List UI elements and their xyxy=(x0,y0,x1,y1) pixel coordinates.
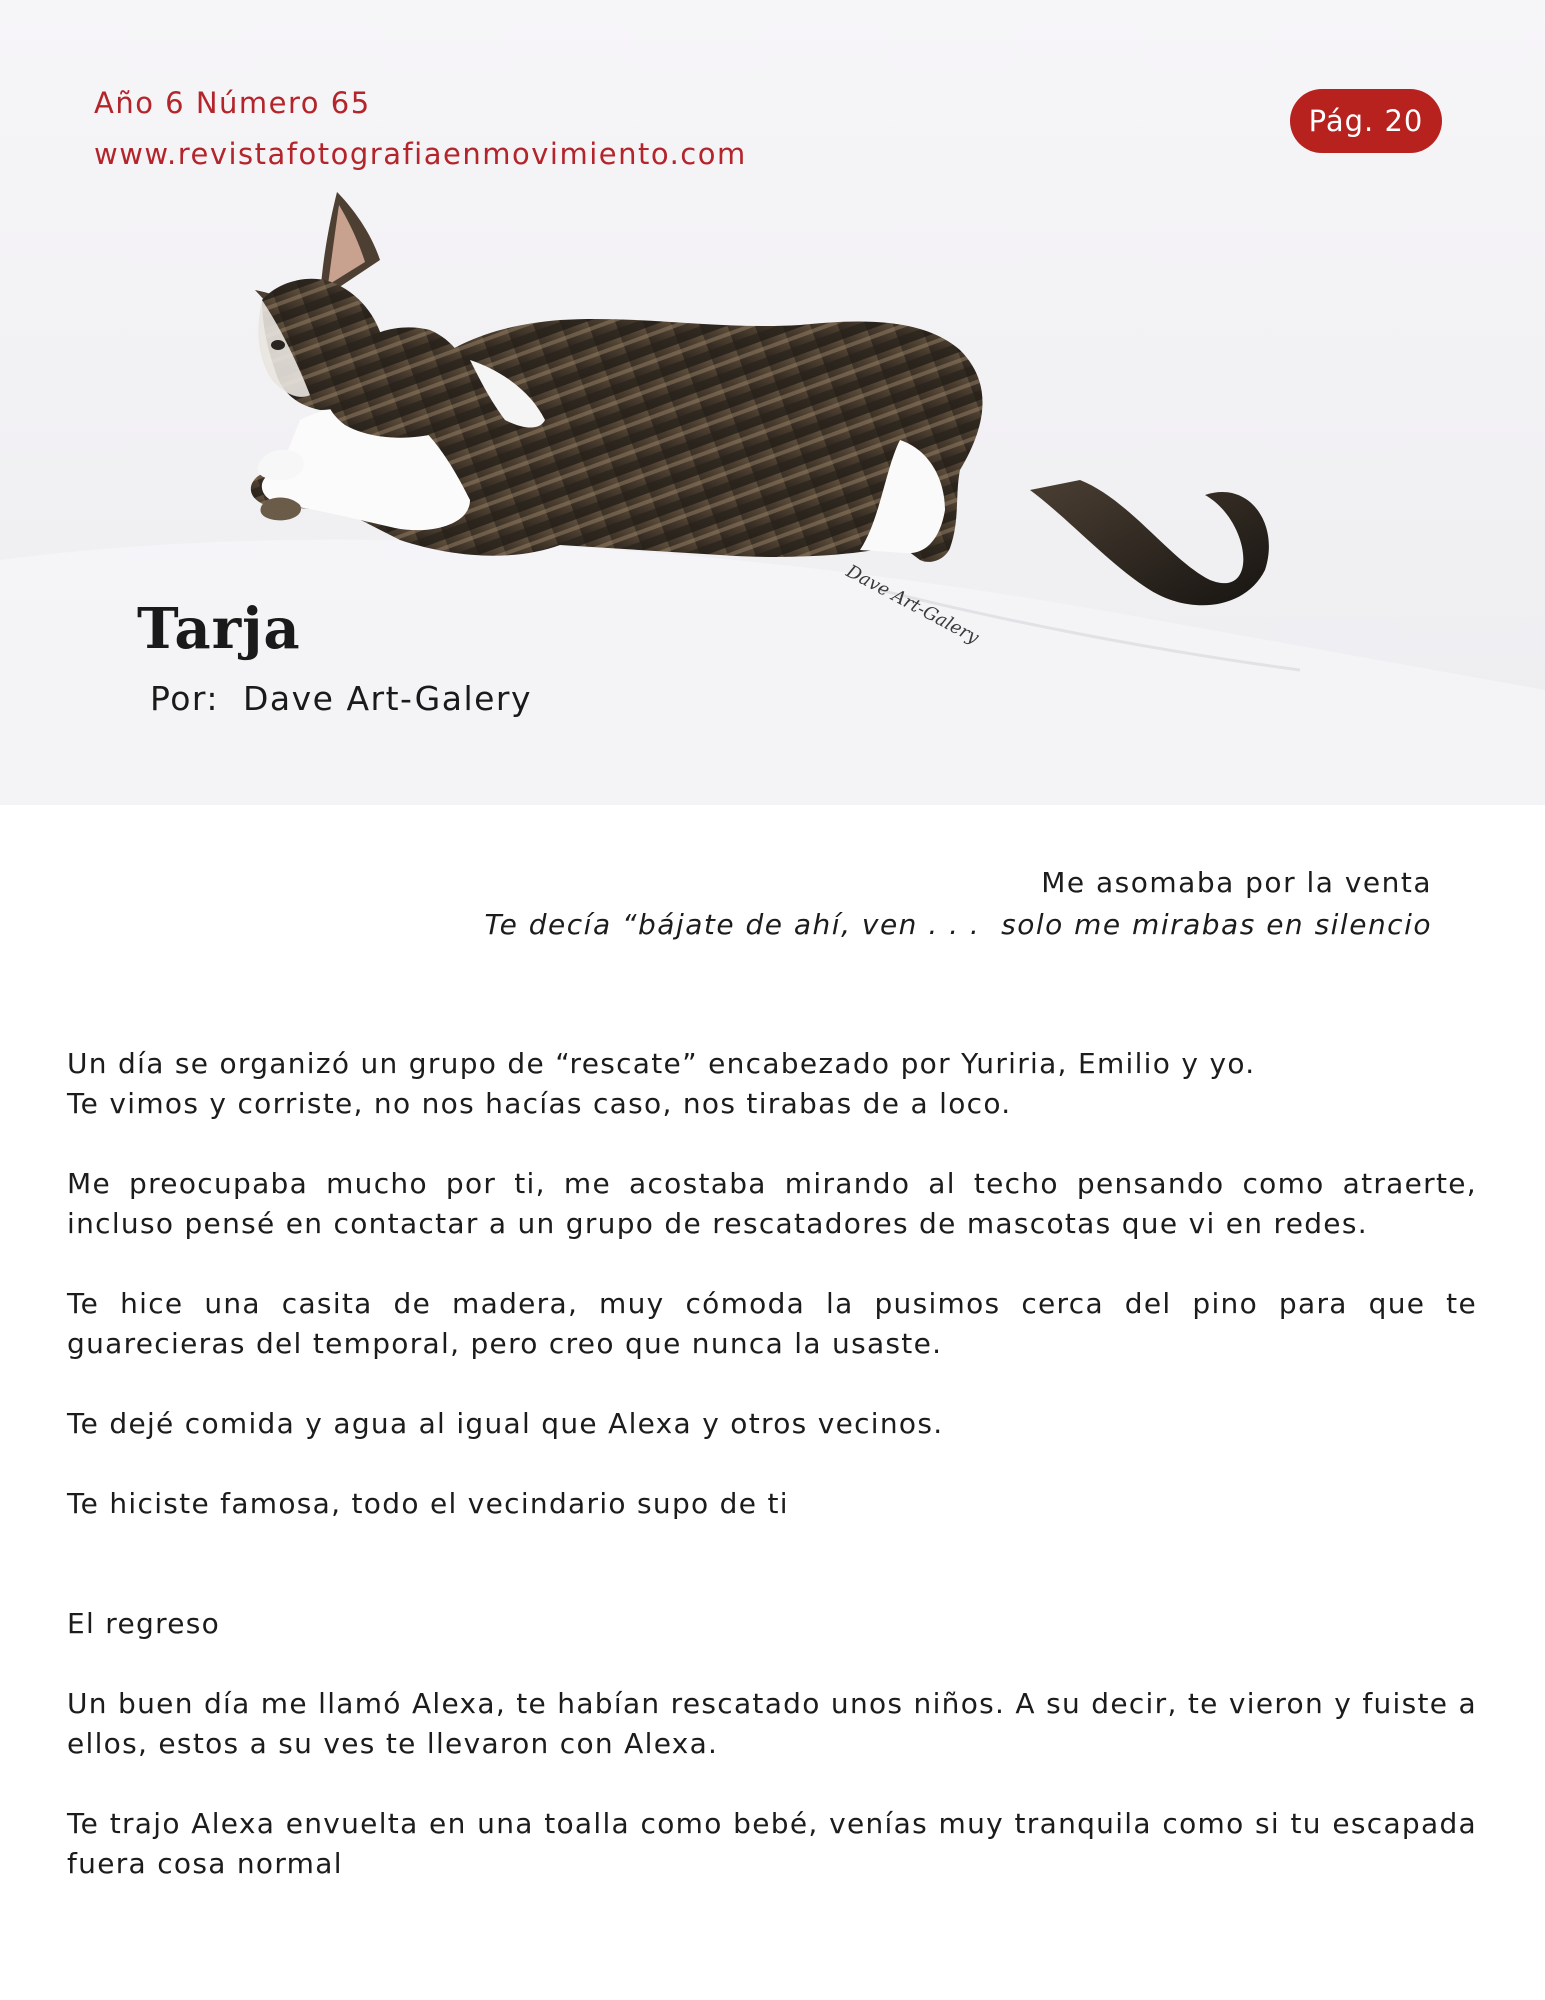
paragraph xyxy=(67,1044,1477,1124)
paragraph-line: Te vimos y corriste, no nos hacías caso, nos tirabas de a loco. xyxy=(67,1087,1012,1120)
article-title: Tarja xyxy=(137,596,301,662)
epigraph xyxy=(485,862,1433,946)
paragraph-line: Un día se organizó un grupo de “rescate” encabezado por Yuriria, Emilio y yo. xyxy=(67,1047,1256,1080)
spacer xyxy=(67,1564,1477,1604)
watermark-text: Dave Art-Galery xyxy=(842,560,983,649)
section-heading: El regreso xyxy=(67,1607,221,1640)
issue-number: Año 6 Número 65 xyxy=(94,86,371,120)
page-number-badge: Pág. 20 xyxy=(1290,89,1442,153)
website-link[interactable]: www.revistafotografiaenmovimiento.com xyxy=(94,137,747,171)
paragraph: Te dejé comida y agua al igual que Alexa y otros vecinos. xyxy=(67,1407,944,1440)
paragraph: Te trajo Alexa envuelta en una toalla como bebé, venías muy tranquila como si tu escapada fuera cosa normal xyxy=(67,1807,1477,1880)
article-body xyxy=(67,1044,1477,1924)
article-byline: Por: Dave Art-Galery xyxy=(150,679,533,718)
epigraph-line-2: Te decía “bájate de ahí, ven . . . solo me mirabas en silencio xyxy=(484,908,1432,941)
paragraph: Te hiciste famosa, todo el vecindario supo de ti xyxy=(67,1487,789,1520)
paragraph: Me preocupaba mucho por ti, me acostaba mirando al techo pensando como atraerte, incluso pensé en contactar a un grupo de rescatadores de mascotas que vi en redes. xyxy=(67,1167,1477,1240)
paragraph: Te hice una casita de madera, muy cómoda la pusimos cerca del pino para que te guarecieras del temporal, pero creo que nunca la usaste. xyxy=(67,1287,1477,1360)
paragraph: Un buen día me llamó Alexa, te habían rescatado unos niños. A su decir, te vieron y fuiste a ellos, estos a su ves te llevaron con Alexa. xyxy=(67,1687,1477,1760)
epigraph-line-1: Me asomaba por la venta xyxy=(1041,866,1432,899)
hero-photo xyxy=(0,0,1545,805)
